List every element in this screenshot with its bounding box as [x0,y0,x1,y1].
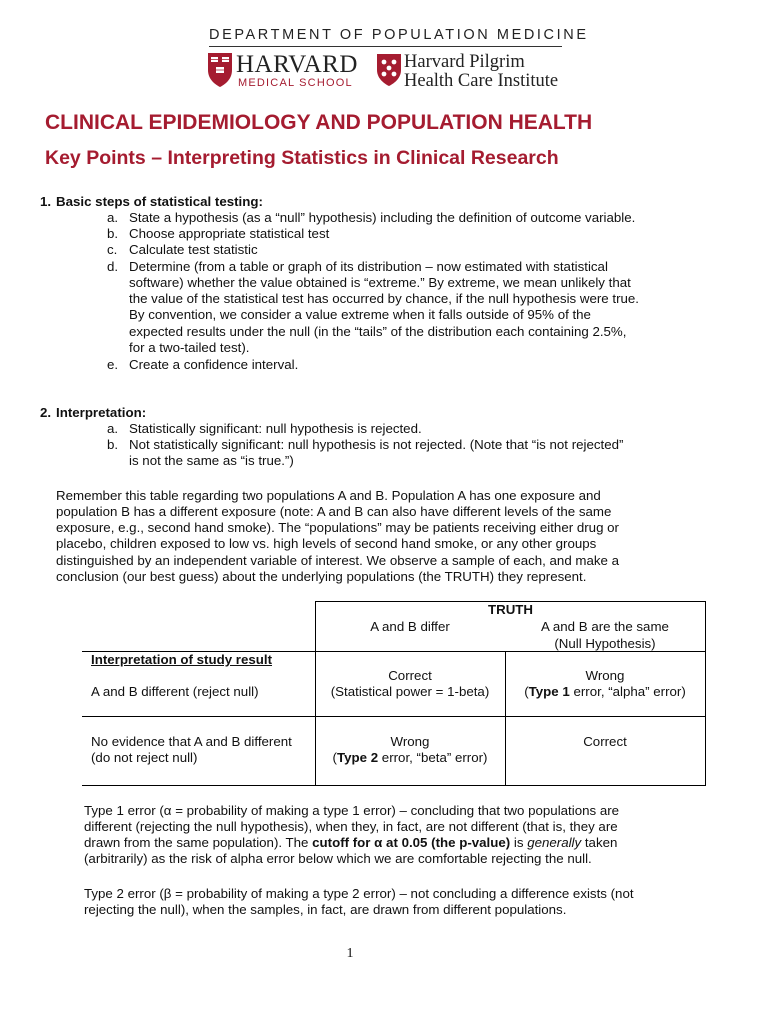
list-item: Not statistically significant: null hypothesis is not rejected. (Note that “is not rejected” [129,437,624,452]
cell-r2c1: Wrong [390,734,430,749]
hp-line-2: Health Care Institute [404,71,559,91]
type1-cutoff: cutoff for α at 0.05 (the p-value) [312,835,511,850]
row-header: Interpretation of study result [91,652,273,667]
type2-rest: error, “beta” error) [378,750,488,765]
section1-number: 1. [40,194,52,209]
type1-line: different (rejecting the null hypothesis), when they, in fact, are not different (that is, they are [84,819,618,834]
list-letter: e. [107,357,119,372]
header-rule [209,46,562,47]
list-letter: a. [107,210,119,225]
list-item: Choose appropriate statistical test [129,226,330,241]
page-number: 1 [346,946,354,961]
paren: ( [524,684,529,699]
type1-pre: drawn from the same population). The [84,835,313,850]
list-item: Calculate test statistic [129,242,258,257]
type1-mid: is [510,835,528,850]
table-border [315,601,316,786]
list-letter: b. [107,226,119,241]
truth-header: TRUTH [487,602,534,617]
section1-heading: Basic steps of statistical testing: [56,194,263,209]
paragraph-line: Remember this table regarding two populations A and B. Population A has one exposure and [56,488,601,503]
type1-line: (arbitrarily) as the risk of alpha error below which we are comfortable rejecting the null. [84,851,592,866]
list-item-continued: expected results under the null (in the “tails” of the distribution each containing 2.5%, [129,324,627,339]
type2-line: Type 2 error (β = probability of making a type 2 error) – not concluding a difference exists (not [84,886,634,901]
cell-r1c1: Correct [388,668,432,683]
type1-label: Type 1 [528,684,570,699]
list-letter: b. [107,437,119,452]
cell-r1c2: Wrong [585,668,625,683]
list-item-continued: for a two-tailed test). [129,340,250,355]
type1-italic: generally [527,835,582,850]
paren: ( [332,750,337,765]
cell-r2c2: Correct [583,734,627,749]
paragraph-line: conclusion (our best guess) about the underlying populations (the TRUTH) they represent. [56,569,587,584]
page-title: CLINICAL EPIDEMIOLOGY AND POPULATION HEALTH [45,111,593,134]
table-border [705,601,706,786]
list-item: State a hypothesis (as a “null” hypothesis) including the definition of outcome variable. [129,210,636,225]
cell-r1c2-note [505,684,705,700]
list-item-continued: software) whether the value obtained is “extreme.” By extreme, we mean unlikely that [129,275,631,290]
list-item: Determine (from a table or graph of its distribution – now estimated with statistical [129,259,608,274]
paragraph-line: exposure, e.g., second hand smoke). The “populations” may be patients receiving either drug or [56,520,619,535]
page-subtitle: Key Points – Interpreting Statistics in Clinical Research [45,147,559,169]
paragraph-line: placebo, children exposed to low vs. high levels of second hand smoke, or any other groups [56,536,597,551]
cell-r2c1-note [315,750,505,766]
department-name: DEPARTMENT OF POPULATION MEDICINE [209,27,589,43]
hp-line-1: Harvard Pilgrim [404,52,525,72]
table-border [505,651,506,786]
type1-post: taken [581,835,618,850]
table-border [82,785,706,786]
list-letter: c. [107,242,118,257]
list-item: Statistically significant: null hypothesis is rejected. [129,421,422,436]
type1-rest: error, “alpha” error) [569,684,686,699]
table-border [82,651,706,652]
list-item-continued: is not the same as “is true.”) [129,453,294,468]
list-item-continued: By convention, we consider a value extreme when it falls outside of 95% of the [129,307,591,322]
row1-label: A and B different (reject null) [91,684,259,699]
type1-line: Type 1 error (α = probability of making a type 1 error) – concluding that two populations are [84,803,620,818]
paragraph-line: distinguished by an independent variable of interest. We observe a sample of each, and make a [56,553,620,568]
section2-number: 2. [40,405,52,420]
paragraph-line: population B has a different exposure (note: A and B can also have different levels of the same [56,504,612,519]
list-item: Create a confidence interval. [129,357,299,372]
col-header-differ: A and B differ [370,619,450,634]
type1-line [84,835,617,851]
list-letter: d. [107,259,119,274]
list-letter: a. [107,421,119,436]
hms-wordmark: HARVARD [236,51,358,78]
list-item-continued: the value of the statistical test has occurred by chance, if the null hypothesis were true. [129,291,639,306]
type2-label: Type 2 [336,750,379,765]
col-header-null: (Null Hypothesis) [554,636,656,651]
col-header-same: A and B are the same [541,619,669,634]
row2-label: No evidence that A and B different [91,734,292,749]
harvard-pilgrim-logo [376,53,402,87]
table-border [82,716,706,717]
type2-line: rejecting the null), when the samples, in fact, are drawn from different populations. [84,902,567,917]
cell-r1c1-note: (Statistical power = 1-beta) [330,684,490,699]
hms-subtitle: MEDICAL SCHOOL [238,77,353,89]
harvard-shield-logo [207,52,233,88]
harvard-pilgrim-wordmark [404,53,558,91]
table-border [315,601,706,602]
section2-heading: Interpretation: [56,405,147,420]
row2-label-cont: (do not reject null) [91,750,198,765]
